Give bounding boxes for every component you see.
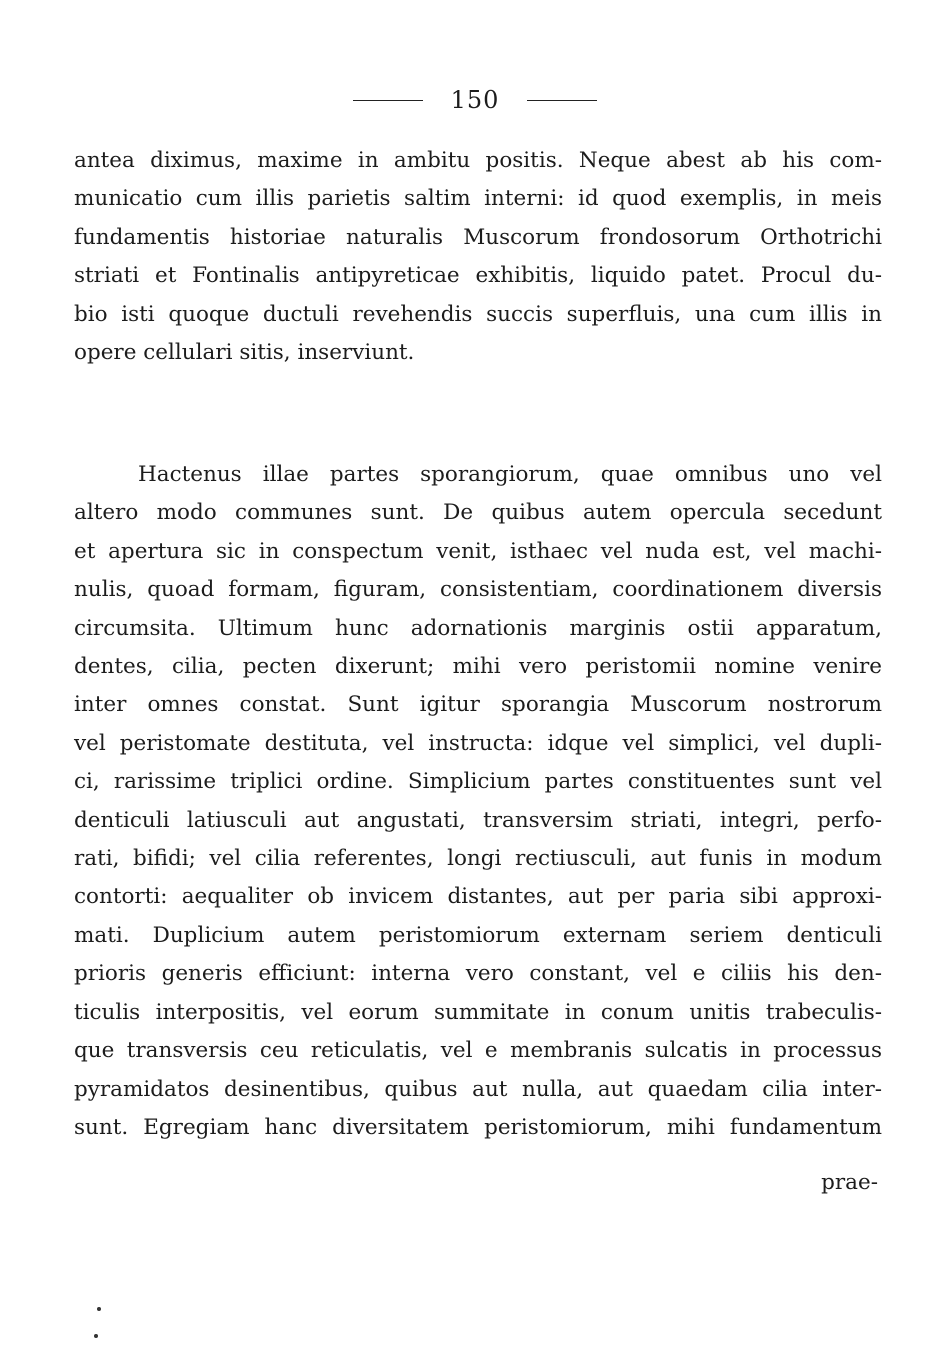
text-line: prioris generis efficiunt: interna vero constant, vel e ciliis his den-: [74, 961, 882, 987]
page-header: [0, 86, 950, 114]
ink-speck: [97, 1307, 101, 1311]
text-line: dentes, cilia, pecten dixerunt; mihi vero peristomii nomine venire: [74, 654, 882, 680]
text-line: inter omnes constat. Sunt igitur sporangia Muscorum nostrorum: [74, 692, 882, 718]
text-line: denticuli latiusculi aut angustati, transversim striati, integri, perfo-: [74, 807, 882, 833]
text-line: opere cellulari sitis, inserviunt.: [74, 340, 415, 366]
text-line: fundamentis historiae naturalis Muscorum frondosorum Orthotrichi: [74, 224, 882, 250]
text-line: que transversis ceu reticulatis, vel e membranis sulcatis in processus: [74, 1038, 882, 1064]
text-line: ticulis interpositis, vel eorum summitate in conum unitis trabeculis-: [74, 999, 882, 1025]
text-line: vel peristomate destituta, vel instructa: idque vel simplici, vel dupli-: [74, 730, 882, 756]
catchword: prae-: [821, 1170, 878, 1195]
header-rule-left: [353, 100, 423, 101]
text-line: nulis, quoad formam, figuram, consistentiam, coordinationem diversis: [74, 577, 882, 603]
text-line: Hactenus illae partes sporangiorum, quae omnibus uno vel: [138, 462, 882, 487]
text-line: circumsita. Ultimum hunc adornationis marginis ostii apparatum,: [74, 615, 882, 641]
page-number: 150: [450, 86, 500, 114]
text-line: contorti: aequaliter ob invicem distantes, aut per paria sibi approxi-: [74, 884, 882, 910]
paragraph-2: [74, 456, 882, 1147]
text-line: rati, bifidi; vel cilia referentes, longi rectiusculi, aut funis in modum: [74, 846, 882, 872]
ink-speck: [94, 1334, 98, 1338]
header-rule-right: [527, 100, 597, 101]
text-line: et apertura sic in conspectum venit, isthaec vel nuda est, vel machi-: [74, 538, 882, 564]
text-line: altero modo communes sunt. De quibus autem opercula secedunt: [74, 500, 882, 526]
text-line: pyramidatos desinentibus, quibus aut nulla, aut quaedam cilia inter-: [74, 1076, 882, 1102]
text-line: bio isti quoque ductuli revehendis succis superfluis, una cum illis in: [74, 301, 882, 327]
text-line: sunt. Egregiam hanc diversitatem peristomiorum, mihi fundamentum: [74, 1114, 882, 1140]
text-line: ci, rarissime triplici ordine. Simplicium partes constituentes sunt vel: [74, 769, 882, 795]
text-line: municatio cum illis parietis saltim interni: id quod exemplis, in meis: [74, 186, 882, 212]
text-line: antea diximus, maxime in ambitu positis. Neque abest ab his com-: [74, 148, 882, 173]
text-line: mati. Duplicium autem peristomiorum externam seriem denticuli: [74, 922, 882, 948]
paragraph-1: [74, 142, 882, 372]
text-line: striati et Fontinalis antipyreticae exhibitis, liquido patet. Procul du-: [74, 263, 882, 289]
